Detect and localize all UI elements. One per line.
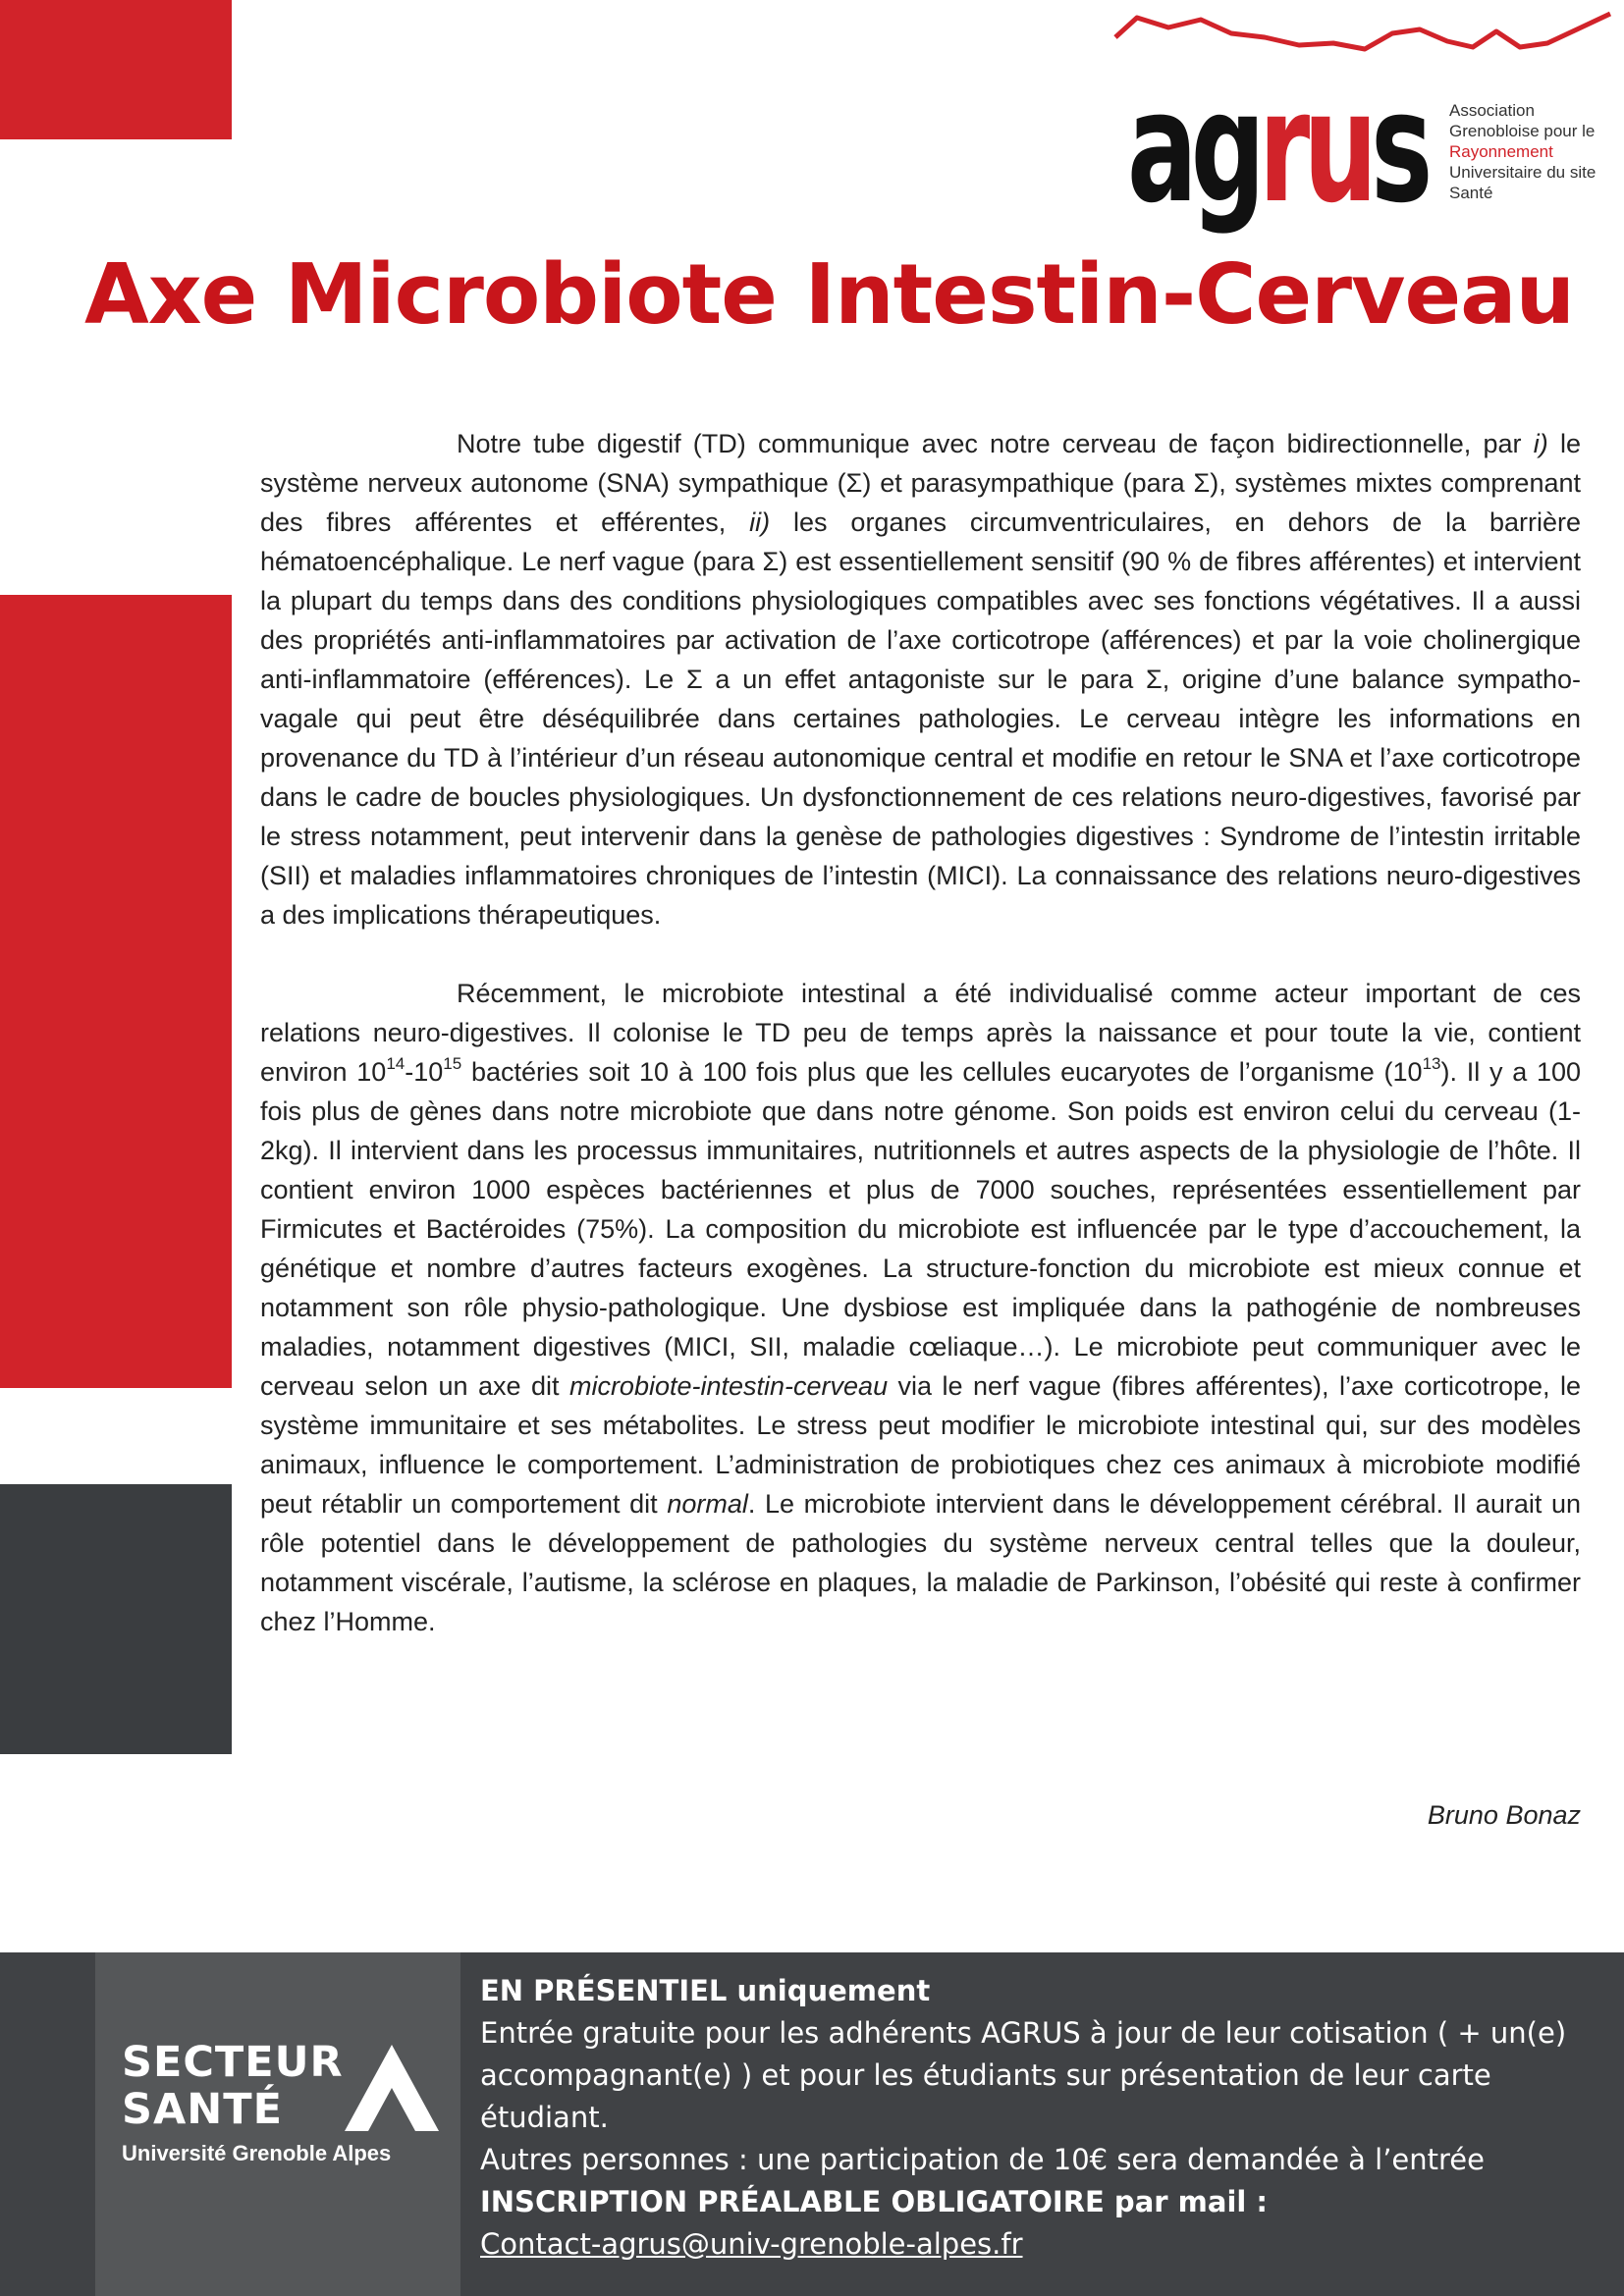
fee-info: Autres personnes : une participation de 10€ sera demandée à l’entrée xyxy=(480,2143,1485,2176)
footer-banner xyxy=(0,1952,1624,2296)
paragraph-1: Notre tube digestif (TD) communique avec notre cerveau de façon bidirectionnelle, par i) le système nerveux autonome (SNA) sympathique (Σ) et parasympathique (para Σ), systèmes mixtes comprenant des fibres afférentes et efférentes, ii) les organes circumventriculaires, en dehors de la barrière hématoencéphalique. Le nerf vague (para Σ) est essentiellement sensitif (90 % de fibres afférentes) et intervient la plupart du temps dans des conditions physiologiques compatibles avec ses fonctions végétatives. Il a aussi des propriétés anti-inflammatoires par activation de l’axe corticotrope (afférences) et par la voie cholinergique anti-inflammatoire (efférences). Le Σ a un effet antagoniste sur le para Σ, origine d’une balance sympatho-vagale qui peut être déséquilibrée dans certaines pathologies. Le cerveau intègre les informations en provenance du TD à l’intérieur d’un réseau autonomique central et modifie en retour le SNA et l’axe corticotrope dans le cadre de boucles physiologiques. Un dysfonctionnement de ces relations neuro-digestives, favorisé par le stress notamment, peut intervenir dans la genèse de pathologies digestives : Syndrome de l’intestin irritable (SII) et maladies inflammatoires chroniques de l’intestin (MICI). La connaissance des relations neuro-digestives a des implications thérapeutiques. xyxy=(260,429,1582,930)
page-title: Axe Microbiote Intestin-Cerveau xyxy=(84,246,1574,344)
attendance-heading: EN PRÉSENTIEL uniquement xyxy=(480,1974,931,2007)
agrus-wordmark: agrus xyxy=(1127,58,1427,237)
free-entry-info: Entrée gratuite pour les adhérents AGRUS à jour de leur cotisation ( + un(e) accompagnant(e) ) et pour les étudiants sur présentation de leur carte étudiant. xyxy=(480,2016,1567,2134)
agrus-logo xyxy=(1108,8,1618,243)
author-signature: Bruno Bonaz xyxy=(1427,1800,1581,1830)
red-corner-block xyxy=(0,0,232,139)
article-body xyxy=(260,424,1581,1641)
red-side-bar xyxy=(0,595,232,1388)
attendance-info xyxy=(480,1970,1595,2266)
agrus-tagline: Association Grenobloise pour le Rayonnement Universitaire du site Santé xyxy=(1449,101,1597,202)
secteur-sante-logo: SECTEUR SANTÉ Université Grenoble Alpes xyxy=(122,2038,392,2165)
paragraph-2: Récemment, le microbiote intestinal a été individualisé comme acteur important de ces relations neuro-digestives. Il colonise le TD peu de temps après la naissance et pour toute la vie, contient environ $10^{14}-10^{15}$ bactéries soit 10 à 100 fois plus que les cellules eucaryotes de l’organisme $(10^{13})$. Il y a 100 fois plus de gènes dans notre microbiote que dans notre génome. Son poids est environ celui du cerveau (1-2kg). Il intervient dans les processus immunitaires, nutritionnels et autres aspects de la physiologie de l’hôte. Il contient environ 1000 espèces bactériennes et plus de 7000 souches, représentées essentiellement par Firmicutes et Bactéroides (75%). La composition du microbiote est influencée par le type d’accouchement, la génétique et nombre d’autres facteurs exogènes. La structure-fonction du microbiote est mieux connue et notamment son rôle physio-pathologique. Une dysbiose est impliquée dans la pathogénie de nombreuses maladies, notamment digestives (MICI, SII, maladie cœliaque…). Le microbiote peut communiquer avec le cerveau selon un axe dit microbiote-intestin-cerveau via le nerf vague (fibres afférentes), l’axe corticotrope, le système immunitaire et ses métabolites. Le stress peut modifier le microbiote intestinal qui, sur des modèles animaux, influence le comportement. L’administration de probiotiques chez ces animaux à microbiote modifié peut rétablir un comportement dit normal. Le microbiote intervient dans le développement cérébral. Il aurait un rôle potentiel dans le développement de pathologies du système nerveux central telles que la douleur, notamment viscérale, l’autisme, la sclérose en plaques, la maladie de Parkinson, l’obésité qui reste à confirmer chez l’Homme. xyxy=(260,979,1581,1636)
contact-email-link[interactable]: Contact-agrus@univ-grenoble-alpes.fr xyxy=(480,2227,1023,2261)
dark-side-bar xyxy=(0,1484,232,1754)
secteur-sante-panel xyxy=(95,1952,460,2296)
registration-notice: INSCRIPTION PRÉALABLE OBLIGATOIRE par mail : xyxy=(480,2185,1269,2218)
mountain-a-icon xyxy=(345,2045,439,2135)
